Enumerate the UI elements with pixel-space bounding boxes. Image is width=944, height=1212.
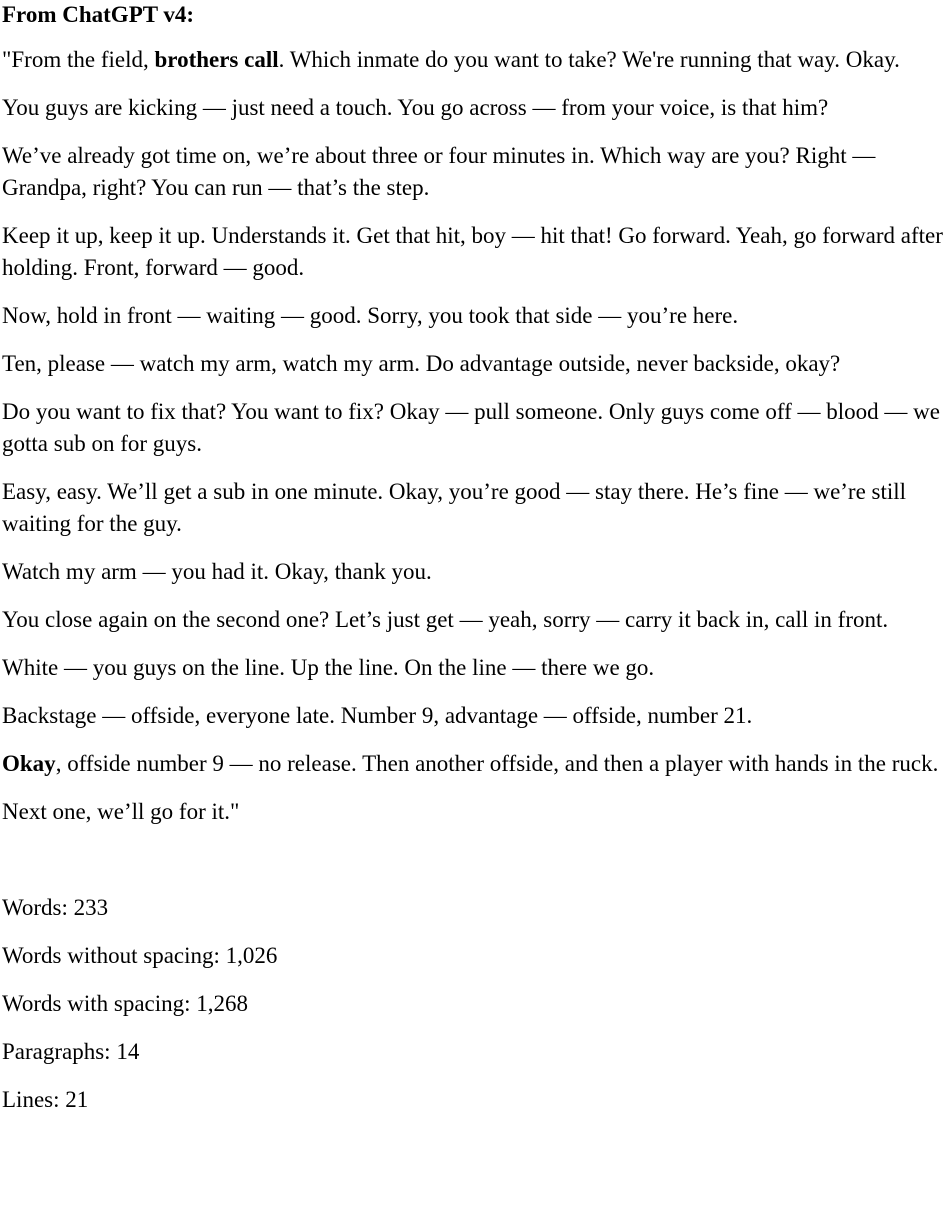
- transcript-paragraph-7: Do you want to fix that? You want to fix? Okay — pull someone. Only guys come off — blood — we gotta sub on for guys.: [2, 399, 940, 456]
- paragraph-1-bold-phrase: brothers call: [154, 47, 279, 72]
- transcript-paragraph-8: Easy, easy. We’ll get a sub in one minute. Okay, you’re good — stay there. He’s fine — we’re still waiting for the guy.: [2, 479, 907, 536]
- transcript-paragraph-9: Watch my arm — you had it. Okay, thank you.: [2, 559, 432, 584]
- stat-paragraphs: Paragraphs: 14: [2, 1039, 140, 1064]
- transcript-paragraph-5: Now, hold in front — waiting — good. Sorry, you took that side — you’re here.: [2, 303, 739, 328]
- transcript-paragraph-10: You close again on the second one? Let’s just get — yeah, sorry — carry it back in, call in front.: [2, 607, 889, 632]
- section-spacer: [2, 844, 944, 892]
- transcript-paragraph-13: [2, 748, 944, 780]
- stat-lines: Lines: 21: [2, 1087, 89, 1112]
- transcript-paragraph-12: Backstage — offside, everyone late. Number 9, advantage — offside, number 21.: [2, 703, 753, 728]
- paragraph-13-bold-word: Okay: [2, 751, 56, 776]
- stat-words-with-spacing: Words with spacing: 1,268: [2, 991, 249, 1016]
- transcript: [2, 44, 944, 828]
- transcript-paragraph-3: We’ve already got time on, we’re about three or four minutes in. Which way are you? Right — Grandpa, right? You can run — that’s the step.: [2, 143, 876, 200]
- transcript-paragraph-14: Next one, we’ll go for it.": [2, 799, 240, 824]
- document-heading: From ChatGPT v4:: [2, 2, 195, 27]
- paragraph-1-lead: "From the field,: [2, 47, 155, 72]
- stat-words: Words: 233: [2, 895, 109, 920]
- paragraph-13-rest: , offside number 9 — no release. Then another offside, and then a player with hands in the ruck.: [55, 751, 939, 776]
- transcript-paragraph-4: Keep it up, keep it up. Understands it. Get that hit, boy — hit that! Go forward. Yeah, go forward after holding. Front, forward — good.: [2, 223, 943, 280]
- stat-words-without-spacing: Words without spacing: 1,026: [2, 943, 278, 968]
- transcript-paragraph-2: You guys are kicking — just need a touch. You go across — from your voice, is that him?: [2, 95, 829, 120]
- paragraph-1-rest: . Which inmate do you want to take? We're running that way. Okay.: [278, 47, 900, 72]
- transcript-paragraph-1: [2, 44, 944, 76]
- word-count-stats: [2, 892, 944, 1116]
- transcript-paragraph-6: Ten, please — watch my arm, watch my arm. Do advantage outside, never backside, okay?: [2, 351, 841, 376]
- transcript-paragraph-11: White — you guys on the line. Up the line. On the line — there we go.: [2, 655, 655, 680]
